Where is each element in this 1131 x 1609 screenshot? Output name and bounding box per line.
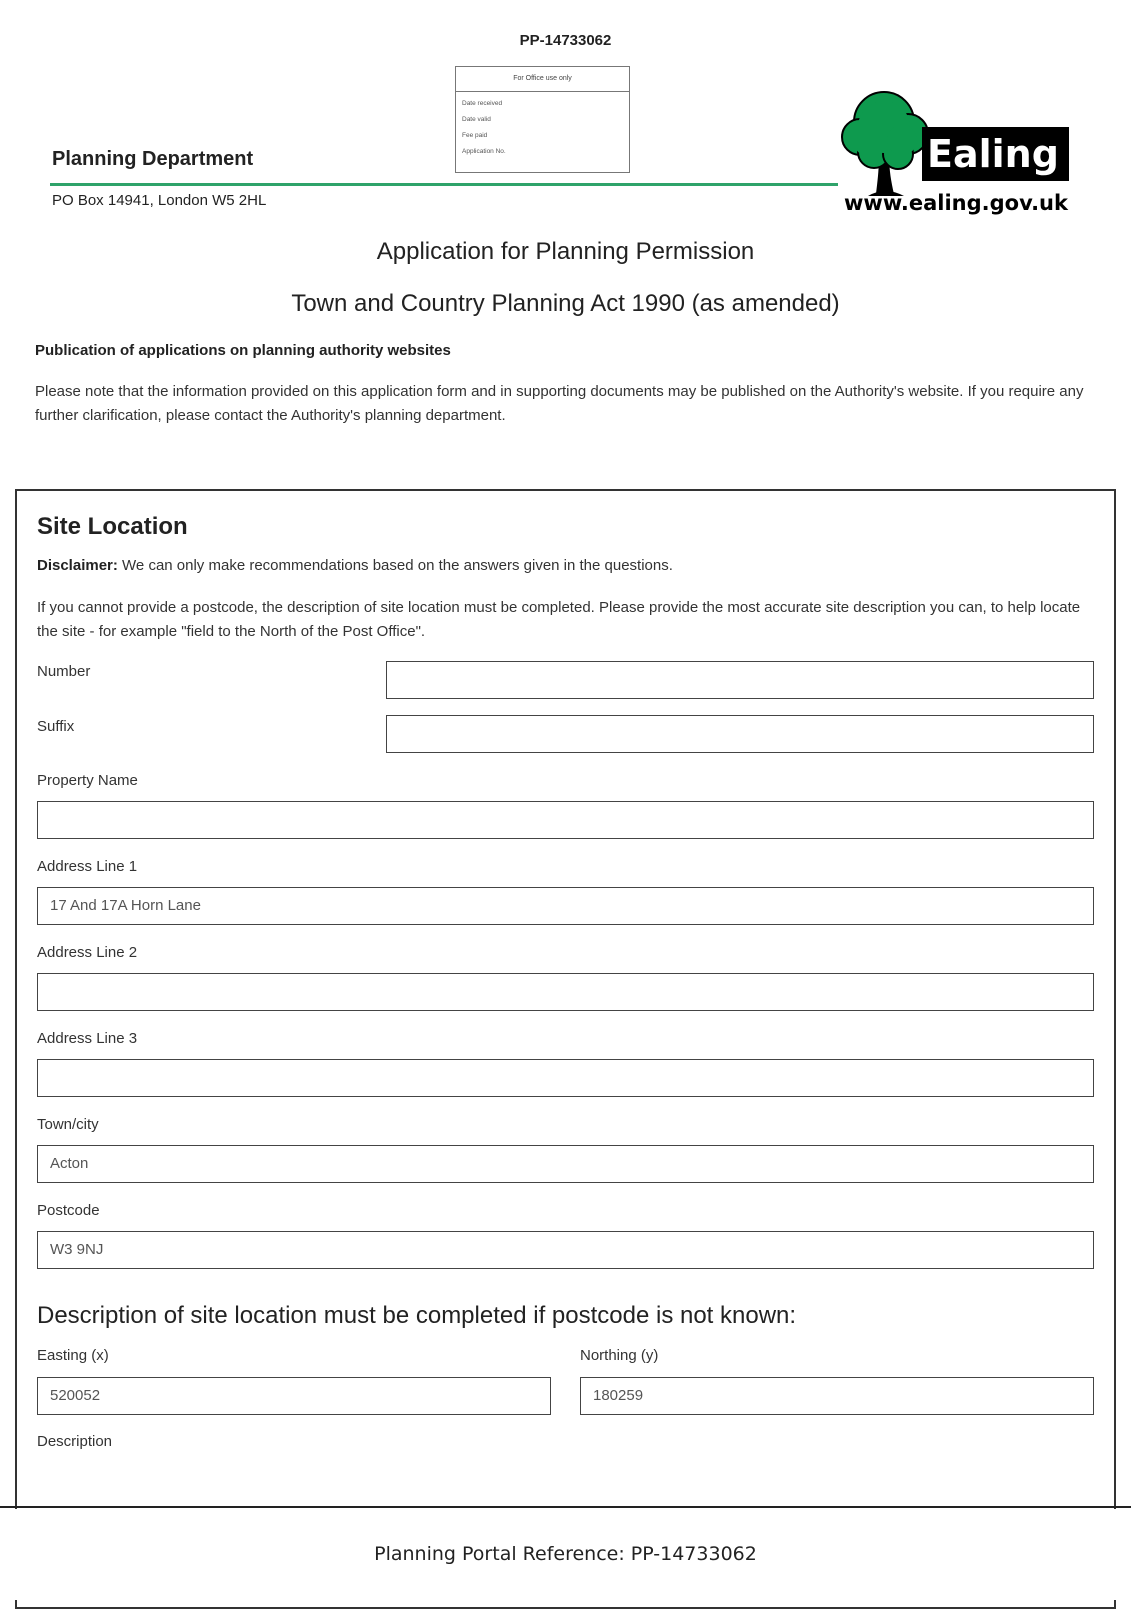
office-use-title: For Office use only xyxy=(456,67,629,92)
number-input[interactable] xyxy=(386,661,1094,699)
address-line-1-input[interactable]: 17 And 17A Horn Lane xyxy=(37,887,1094,925)
footer-divider xyxy=(0,1506,1131,1508)
disclaimer xyxy=(37,557,673,574)
address-line-3-label: Address Line 3 xyxy=(37,1030,138,1047)
property-name-input[interactable] xyxy=(37,801,1094,839)
northing-label: Northing (y) xyxy=(580,1347,659,1364)
disclaimer-label: Disclaimer: xyxy=(37,557,118,574)
office-date-valid: Date valid xyxy=(462,116,491,123)
address-line-2-label: Address Line 2 xyxy=(37,944,138,961)
reference-number: PP-14733062 xyxy=(519,32,612,49)
town-city-input[interactable]: Acton xyxy=(37,1145,1094,1183)
office-application-no: Application No. xyxy=(462,148,506,155)
form-subtitle: Town and Country Planning Act 1990 (as amended) xyxy=(291,290,840,317)
publication-heading: Publication of applications on planning authority websites xyxy=(35,342,451,359)
description-label: Description xyxy=(37,1433,113,1450)
description-heading: Description of site location must be completed if postcode is not known: xyxy=(37,1302,797,1329)
site-location-panel xyxy=(15,489,1116,1609)
publication-notice: Please note that the information provided on this application form and in supporting documents may be published on the Authority's website. If you require any further clarification, please contact the Authority's planning department. xyxy=(35,383,1084,424)
number-label: Number xyxy=(37,663,91,680)
office-date-received: Date received xyxy=(462,100,503,107)
logo-name: Ealing xyxy=(927,132,1059,176)
easting-label: Easting (x) xyxy=(37,1347,109,1364)
suffix-input[interactable] xyxy=(386,715,1094,753)
town-city-label: Town/city xyxy=(37,1116,99,1133)
postcode-info: If you cannot provide a postcode, the description of site location must be completed. Please provide the most accurate site description you can, to help locate the site - for example "field to the North of the Post Office". xyxy=(37,599,1081,640)
suffix-label: Suffix xyxy=(37,718,75,735)
department-name: Planning Department xyxy=(52,148,254,170)
address-line-2-input[interactable] xyxy=(37,973,1094,1011)
disclaimer-text: We can only make recommendations based on the answers given in the questions. xyxy=(117,557,673,574)
postcode-input[interactable]: W3 9NJ xyxy=(37,1231,1094,1269)
northing-input[interactable]: 180259 xyxy=(580,1377,1094,1415)
department-address: PO Box 14941, London W5 2HL xyxy=(52,192,267,209)
tree-icon xyxy=(842,92,928,196)
section-title: Site Location xyxy=(37,513,188,540)
form-title: Application for Planning Permission xyxy=(376,238,755,265)
address-line-3-input[interactable] xyxy=(37,1059,1094,1097)
ealing-logo xyxy=(838,82,1078,217)
header-divider xyxy=(50,183,838,186)
postcode-label: Postcode xyxy=(37,1202,100,1219)
property-name-label: Property Name xyxy=(37,772,138,789)
easting-input[interactable]: 520052 xyxy=(37,1377,551,1415)
office-fee-paid: Fee paid xyxy=(462,132,488,139)
footer-reference: Planning Portal Reference: PP-14733062 xyxy=(374,1543,757,1565)
logo-url: www.ealing.gov.uk xyxy=(844,191,1068,215)
address-line-1-label: Address Line 1 xyxy=(37,858,138,875)
office-use-box xyxy=(455,66,630,173)
